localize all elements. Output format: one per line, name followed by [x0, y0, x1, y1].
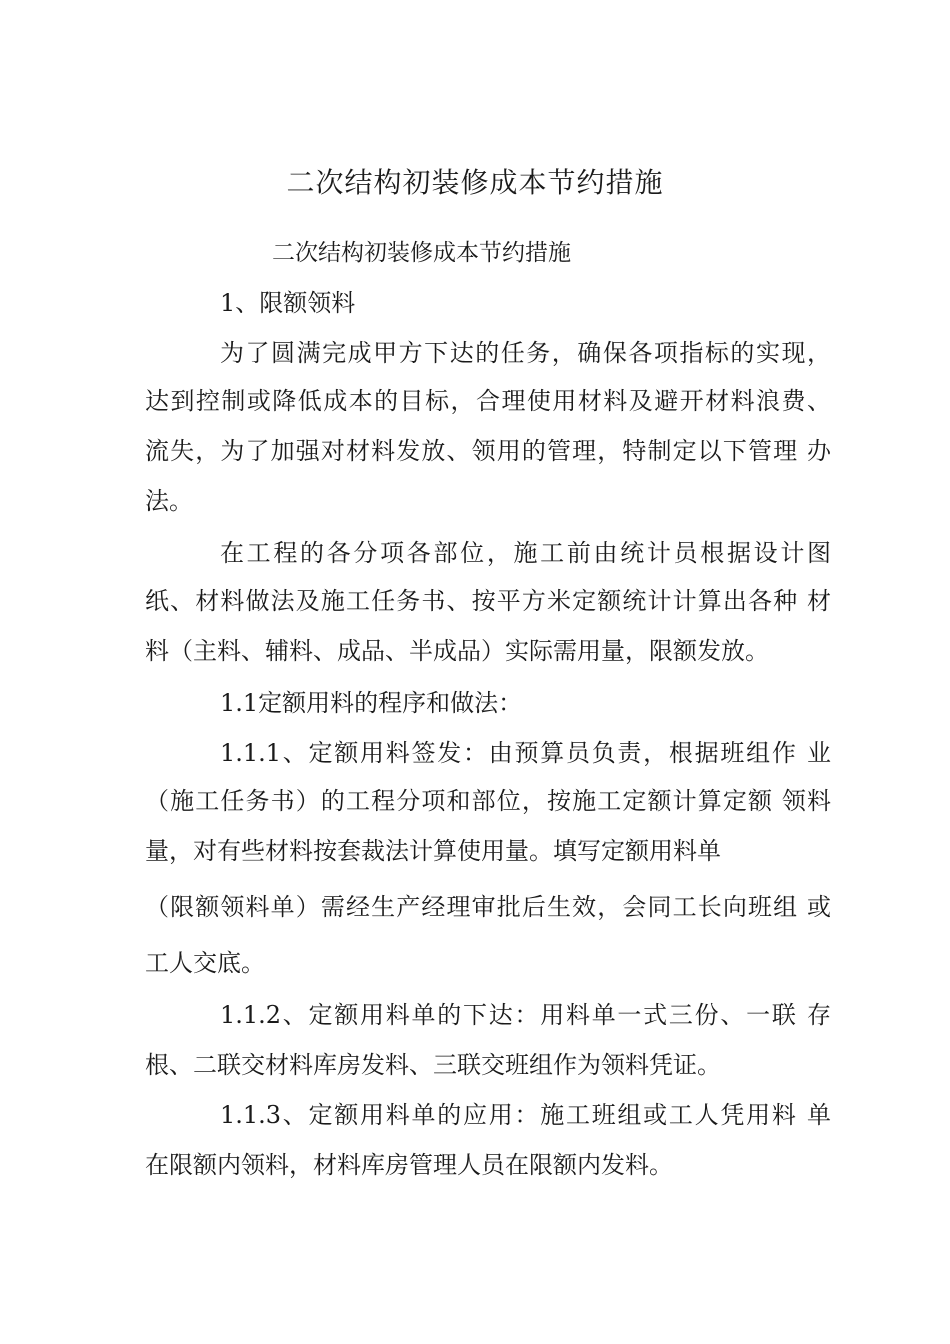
paragraph-line: 在限额内领料，材料库房管理人员在限额内发料。	[145, 1151, 673, 1179]
paragraph-line: 工人交底。	[145, 949, 265, 977]
paragraph-line: 1.1.1、定额用料签发：由预算员负责，根据班组作 业	[220, 739, 831, 767]
paragraph-line: （限额领料单）需经生产经理审批后生效，会同工长向班组 或	[145, 893, 831, 921]
paragraph-line: 量，对有些材料按套裁法计算使用量。填写定额用料单	[145, 837, 721, 865]
paragraph-line: 1.1.2、定额用料单的下达：用料单一式三份、一联 存	[220, 1001, 831, 1029]
paragraph-line: 料（主料、辅料、成品、半成品）实际需用量，限额发放。	[145, 637, 769, 665]
paragraph-line: 流失，为了加强对材料发放、领用的管理，特制定以下管理 办	[145, 437, 831, 465]
paragraph-line: 纸、材料做法及施工任务书、按平方米定额统计计算出各种 材	[145, 587, 831, 615]
paragraph-line: 根、二联交材料库房发料、三联交班组作为领料凭证。	[145, 1051, 721, 1079]
paragraph-line: 法。	[145, 487, 193, 515]
section-heading: 1.1定额用料的程序和做法：	[220, 689, 523, 717]
paragraph-line: （施工任务书）的工程分项和部位，按施工定额计算定额 领料	[145, 787, 831, 815]
paragraph-line: 为了圆满完成甲方下达的任务，确保各项指标的实现，	[220, 339, 831, 367]
paragraph-line: 在工程的各分项各部位，施工前由统计员根据设计图	[220, 539, 831, 567]
paragraph-line: 达到控制或降低成本的目标，合理使用材料及避开材料浪费、	[145, 387, 831, 415]
document-title: 二次结构初装修成本节约措施	[286, 166, 664, 199]
document-subtitle: 二次结构初装修成本节约措施	[272, 240, 571, 266]
section-heading: 1、限额领料	[220, 289, 356, 317]
paragraph-line: 1.1.3、定额用料单的应用：施工班组或工人凭用料 单	[220, 1101, 831, 1129]
